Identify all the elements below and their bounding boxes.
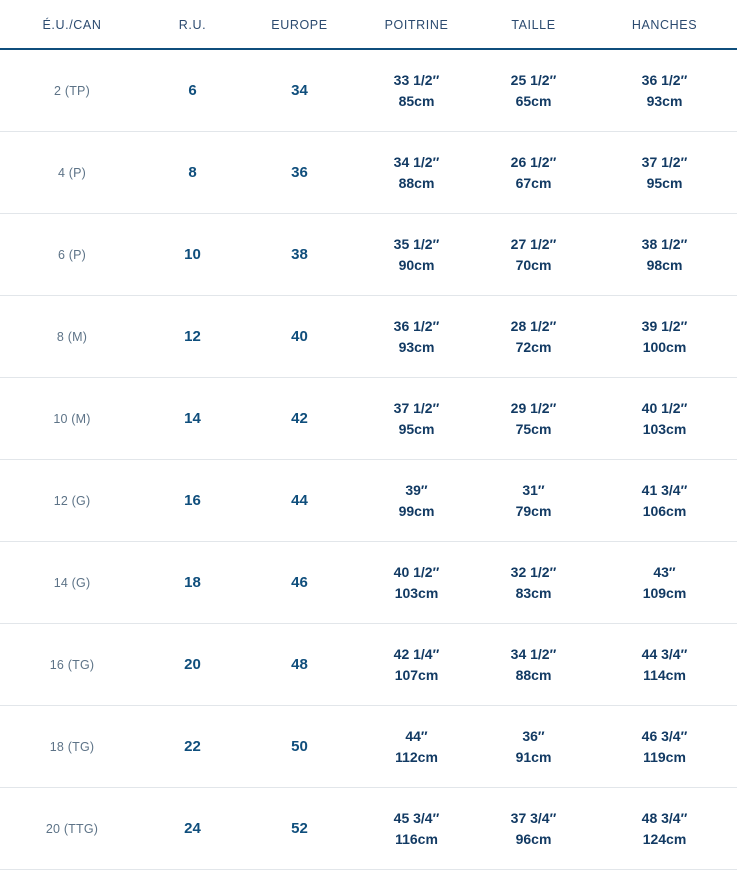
hips-cm: 114cm [643, 666, 686, 683]
cell-waist [475, 460, 592, 542]
chest-cm: 116cm [395, 830, 438, 847]
chest-cm: 99cm [398, 502, 435, 519]
cell-chest [358, 378, 475, 460]
chest-cm: 112cm [395, 748, 438, 765]
cell-europe: 48 [241, 624, 358, 706]
hips-cm: 100cm [642, 338, 687, 355]
hips-cm: 124cm [642, 830, 687, 847]
waist-cm: 96cm [515, 830, 552, 847]
chest-cm: 103cm [394, 584, 439, 601]
waist-cm: 65cm [515, 92, 552, 109]
cell-europe: 38 [241, 214, 358, 296]
hips-inches: 38 1/2″ [641, 236, 688, 253]
hips-inches: 37 1/2″ [641, 154, 688, 171]
cell-hips [592, 542, 737, 624]
table-row [0, 542, 737, 624]
chest-inches: 42 1/4″ [393, 646, 440, 663]
chest-cm: 88cm [398, 174, 435, 191]
cell-europe: 44 [241, 460, 358, 542]
chest-cm: 90cm [398, 256, 435, 273]
waist-cm: 72cm [515, 338, 552, 355]
waist-inches: 26 1/2″ [510, 154, 557, 171]
cell-uk: 20 [144, 624, 241, 706]
cell-chest [358, 788, 475, 870]
cell-us-can: 2 (TP) [0, 49, 144, 132]
chest-inches: 37 1/2″ [393, 400, 440, 417]
table-body [0, 49, 737, 870]
waist-inches: 32 1/2″ [510, 564, 557, 581]
cell-us-can: 12 (G) [0, 460, 144, 542]
chest-inches: 39″ [405, 482, 428, 499]
cell-europe: 36 [241, 132, 358, 214]
chest-inches: 45 3/4″ [393, 810, 440, 827]
waist-cm: 67cm [515, 174, 552, 191]
cell-chest [358, 624, 475, 706]
cell-us-can: 18 (TG) [0, 706, 144, 788]
table-header-row [0, 0, 737, 49]
hips-cm: 103cm [642, 420, 687, 437]
hips-inches: 36 1/2″ [641, 72, 688, 89]
chest-inches: 36 1/2″ [393, 318, 440, 335]
hips-cm: 109cm [642, 584, 687, 601]
table-row [0, 214, 737, 296]
waist-inches: 37 3/4″ [510, 810, 557, 827]
cell-waist [475, 788, 592, 870]
cell-hips [592, 460, 737, 542]
hips-inches: 40 1/2″ [641, 400, 688, 417]
cell-uk: 16 [144, 460, 241, 542]
cell-uk: 6 [144, 49, 241, 132]
hips-cm: 119cm [643, 748, 686, 765]
table-row [0, 49, 737, 132]
cell-waist [475, 706, 592, 788]
cell-us-can: 16 (TG) [0, 624, 144, 706]
cell-europe: 52 [241, 788, 358, 870]
table-row [0, 624, 737, 706]
cell-waist [475, 296, 592, 378]
column-header-waist: TAILLE [475, 0, 592, 49]
column-header-chest: POITRINE [358, 0, 475, 49]
chest-inches: 34 1/2″ [393, 154, 440, 171]
column-header-uk: R.U. [144, 0, 241, 49]
cell-hips [592, 296, 737, 378]
cell-us-can: 10 (M) [0, 378, 144, 460]
cell-us-can: 8 (M) [0, 296, 144, 378]
column-header-hips: HANCHES [592, 0, 737, 49]
cell-waist [475, 378, 592, 460]
table-header [0, 0, 737, 49]
cell-europe: 40 [241, 296, 358, 378]
waist-inches: 31″ [522, 482, 545, 499]
cell-us-can: 14 (G) [0, 542, 144, 624]
waist-inches: 25 1/2″ [510, 72, 557, 89]
hips-cm: 95cm [646, 174, 683, 191]
waist-inches: 34 1/2″ [510, 646, 557, 663]
cell-hips [592, 214, 737, 296]
cell-hips [592, 624, 737, 706]
cell-hips [592, 706, 737, 788]
chest-cm: 95cm [398, 420, 435, 437]
cell-europe: 50 [241, 706, 358, 788]
chest-inches: 35 1/2″ [393, 236, 440, 253]
waist-inches: 28 1/2″ [510, 318, 557, 335]
table-row [0, 788, 737, 870]
table-row [0, 706, 737, 788]
column-header-europe: EUROPE [241, 0, 358, 49]
cell-us-can: 20 (TTG) [0, 788, 144, 870]
cell-uk: 8 [144, 132, 241, 214]
chest-inches: 40 1/2″ [393, 564, 440, 581]
cell-waist [475, 132, 592, 214]
chest-cm: 107cm [394, 666, 439, 683]
cell-hips [592, 49, 737, 132]
cell-hips [592, 132, 737, 214]
cell-europe: 46 [241, 542, 358, 624]
hips-cm: 98cm [646, 256, 683, 273]
hips-inches: 41 3/4″ [641, 482, 688, 499]
table-row [0, 296, 737, 378]
hips-inches: 46 3/4″ [641, 728, 688, 745]
cell-chest [358, 296, 475, 378]
cell-chest [358, 132, 475, 214]
cell-europe: 34 [241, 49, 358, 132]
cell-chest [358, 214, 475, 296]
waist-cm: 91cm [515, 748, 552, 765]
waist-cm: 88cm [515, 666, 552, 683]
hips-inches: 48 3/4″ [641, 810, 688, 827]
cell-europe: 42 [241, 378, 358, 460]
chest-inches: 33 1/2″ [393, 72, 440, 89]
hips-cm: 106cm [642, 502, 687, 519]
hips-cm: 93cm [646, 92, 683, 109]
waist-inches: 36″ [522, 728, 545, 745]
cell-uk: 18 [144, 542, 241, 624]
column-header-us-can: É.U./CAN [0, 0, 144, 49]
cell-chest [358, 542, 475, 624]
cell-waist [475, 49, 592, 132]
cell-waist [475, 624, 592, 706]
cell-uk: 24 [144, 788, 241, 870]
waist-cm: 83cm [515, 584, 552, 601]
cell-us-can: 6 (P) [0, 214, 144, 296]
cell-waist [475, 214, 592, 296]
cell-uk: 14 [144, 378, 241, 460]
cell-uk: 12 [144, 296, 241, 378]
waist-cm: 79cm [515, 502, 552, 519]
cell-uk: 22 [144, 706, 241, 788]
cell-hips [592, 378, 737, 460]
waist-cm: 75cm [515, 420, 552, 437]
waist-cm: 70cm [515, 256, 552, 273]
cell-chest [358, 706, 475, 788]
hips-inches: 39 1/2″ [641, 318, 688, 335]
chest-cm: 93cm [398, 338, 435, 355]
table-row [0, 460, 737, 542]
cell-hips [592, 788, 737, 870]
cell-us-can: 4 (P) [0, 132, 144, 214]
cell-waist [475, 542, 592, 624]
cell-uk: 10 [144, 214, 241, 296]
table-row [0, 132, 737, 214]
table-row [0, 378, 737, 460]
cell-chest [358, 460, 475, 542]
chest-cm: 85cm [398, 92, 435, 109]
waist-inches: 27 1/2″ [510, 236, 557, 253]
hips-inches: 43″ [653, 564, 676, 581]
cell-chest [358, 49, 475, 132]
waist-inches: 29 1/2″ [510, 400, 557, 417]
hips-inches: 44 3/4″ [641, 646, 688, 663]
chest-inches: 44″ [405, 728, 428, 745]
